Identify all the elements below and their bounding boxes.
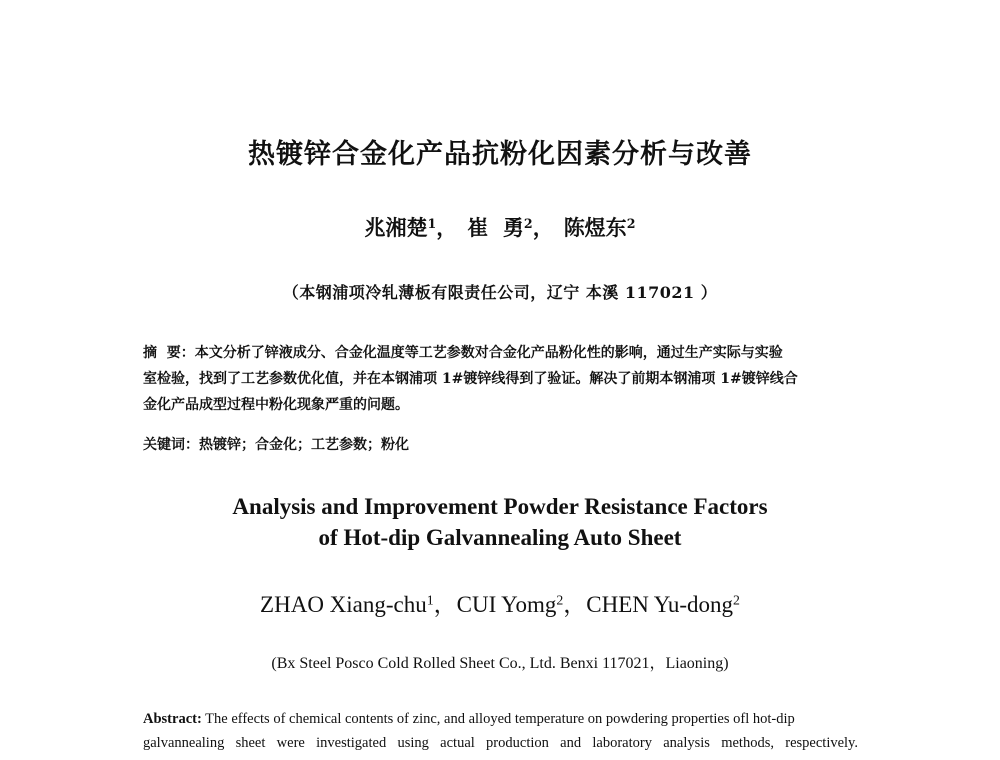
author-separator: ，: [563, 592, 587, 617]
affiliation-marker: 2: [556, 592, 564, 608]
keywords-text: 热镀锌；合金化；工艺参数；粉化: [199, 437, 409, 453]
author-name: CUI Yomg: [456, 592, 557, 617]
abstract-line: [143, 340, 858, 366]
chinese-keywords: [143, 432, 858, 458]
english-abstract: [143, 707, 858, 755]
affiliation-marker: 2: [733, 592, 740, 608]
abstract-line: 金化产品成型过程中粉化现象严重的问题。: [143, 397, 409, 413]
affiliation-marker: 2: [523, 216, 533, 232]
abstract-line: [143, 707, 858, 731]
english-authors: [0, 586, 1000, 619]
abstract-line: galvannealing sheet were investigated using actual production and laboratory analysis methods, respectively.: [143, 735, 858, 751]
abstract-label: 摘 要：: [143, 345, 195, 361]
affiliation-marker: 1: [426, 592, 434, 608]
abstract-label: Abstract:: [143, 711, 202, 727]
english-title-line: of Hot-dip Galvannealing Auto Sheet: [318, 525, 682, 550]
chinese-authors: [0, 212, 1000, 242]
english-title-line: Analysis and Improvement Powder Resistance Factors: [232, 494, 768, 519]
affiliation-marker: 1: [427, 216, 437, 232]
english-affiliation: (Bx Steel Posco Cold Rolled Sheet Co., Ltd. Benxi 117021，Liaoning): [271, 655, 729, 672]
affiliation-marker: 2: [626, 216, 636, 232]
abstract-line: 室检验，找到了工艺参数优化值，并在本钢浦项 1#镀锌线得到了验证。解决了前期本钢浦项 1#镀锌线合: [143, 371, 798, 387]
author-name: 陈煜东: [563, 215, 627, 240]
chinese-abstract: [143, 340, 858, 418]
abstract-text: The effects of chemical contents of zinc, and alloyed temperature on powdering properties ofl hot-dip: [201, 711, 795, 727]
chinese-affiliation: （本钢浦项冷轧薄板有限责任公司，辽宁 本溪 117021 ）: [282, 283, 718, 302]
english-title: [0, 491, 1000, 553]
author-name: ZHAO Xiang-chu: [260, 592, 427, 617]
author-separator: ，: [532, 215, 554, 240]
author-name: CHEN Yu-dong: [586, 592, 734, 617]
chinese-title: 热镀锌合金化产品抗粉化因素分析与改善: [248, 139, 752, 170]
author-separator: ，: [436, 215, 458, 240]
author-separator: ，: [433, 592, 457, 617]
abstract-text: 本文分析了锌液成分、合金化温度等工艺参数对合金化产品粉化性的影响，通过生产实际与实验: [194, 345, 783, 361]
author-name: 崔 勇: [467, 215, 524, 240]
author-name: 兆湘楚: [364, 215, 428, 240]
keywords-label: 关键词：: [143, 437, 199, 453]
